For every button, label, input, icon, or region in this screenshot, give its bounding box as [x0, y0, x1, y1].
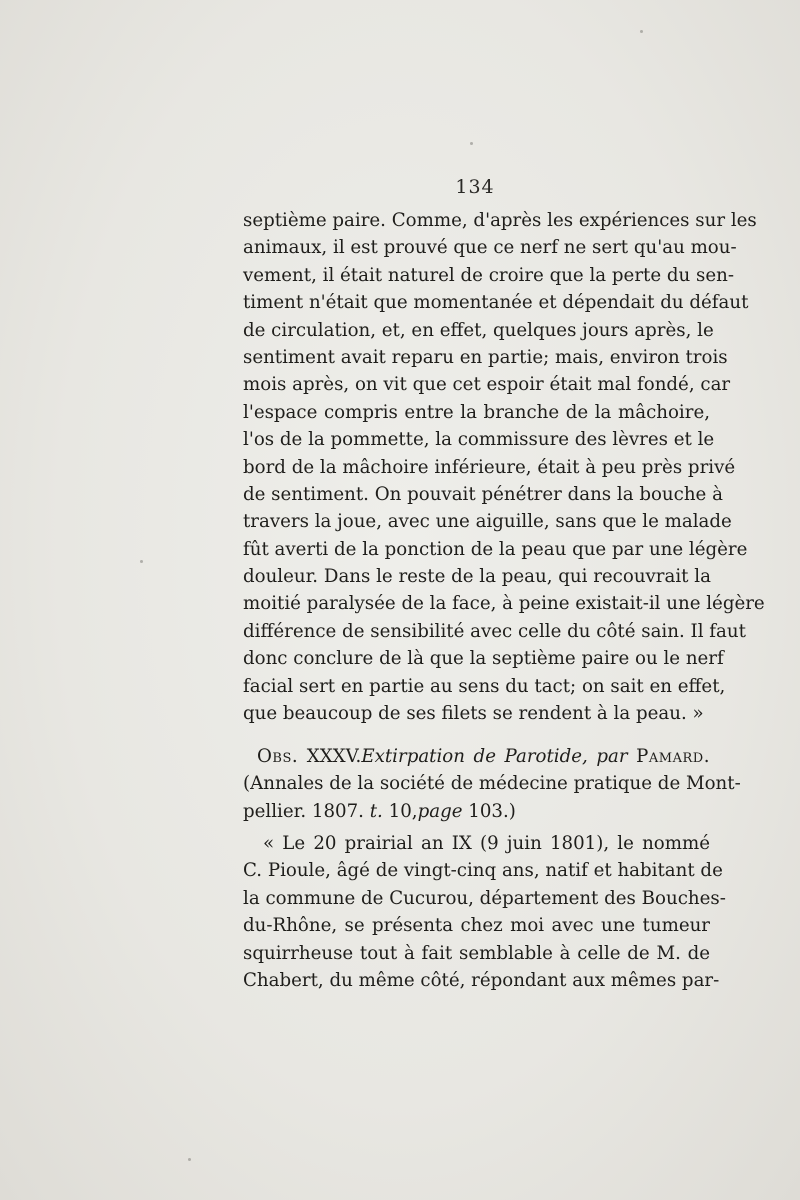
- paper-speck: [140, 560, 143, 563]
- text-line: vement, il était naturel de croire que la perte du sen-: [243, 264, 734, 286]
- observation-source-line-end: [243, 798, 710, 825]
- observation-source-line: (Annales de la société de médecine pratique de Mont-: [243, 773, 741, 795]
- text-line: la commune de Cucurou, département des Bouches-: [243, 887, 726, 909]
- text-line: travers la joue, avec une aiguille, sans que le malade: [243, 511, 732, 533]
- text-line: de circulation, et, en effet, quelques jours après, le: [243, 319, 714, 341]
- paper-speck: [640, 30, 643, 33]
- text-line: que beaucoup de ses filets se rendent à la peau. »: [243, 703, 704, 725]
- observation-title-line: Obs. XXXV.Extirpation de Parotide, par Pamard.: [257, 746, 710, 767]
- text-line: animaux, il est prouvé que ce nerf ne sert qu'au mou-: [243, 237, 737, 259]
- observation-heading: [243, 743, 741, 825]
- text-line: du-Rhône, se présenta chez moi avec une tumeur: [243, 915, 710, 937]
- paragraph-observation: [243, 830, 726, 994]
- text-line: fût averti de la ponction de la peau que par une légère: [243, 538, 748, 560]
- obs-title-italic: Extirpation de Parotide, par: [361, 746, 628, 767]
- page-number: 134: [455, 176, 495, 198]
- text-line: bord de la mâchoire inférieure, était à peu près privé: [243, 456, 736, 478]
- text-line: squirrheuse tout à fait semblable à celle de M. de: [243, 942, 710, 964]
- text-line: moitié paralysée de la face, à peine existait-il une légère: [243, 593, 765, 615]
- text-line: sentiment avait reparu en partie; mais, environ trois: [243, 346, 728, 368]
- text-line: de sentiment. On pouvait pénétrer dans la bouche à: [243, 483, 723, 505]
- text-line: Chabert, du même côté, répondant aux mêmes par-: [243, 969, 720, 991]
- text-line: C. Pioule, âgé de vingt-cinq ans, natif et habitant de: [243, 860, 723, 882]
- obs-number: XXXV: [306, 746, 356, 767]
- text-line: « Le 20 prairial an IX (9 juin 1801), le nommé: [263, 833, 710, 854]
- obs-author: Pamard.: [636, 746, 710, 767]
- paper-speck: [470, 142, 473, 145]
- source-tome-abbr: t.: [369, 800, 383, 822]
- text-line: l'os de la pommette, la commissure des lèvres et le: [243, 429, 715, 451]
- paper-speck: [188, 1158, 191, 1161]
- text-line: facial sert en partie au sens du tact; on sait en effet,: [243, 675, 726, 697]
- obs-label: Obs.: [257, 746, 299, 767]
- paragraph-continued: [243, 207, 765, 727]
- text-line: différence de sensibilité avec celle du côté sain. Il faut: [243, 620, 746, 642]
- text-line: l'espace compris entre la branche de la mâchoire,: [243, 401, 710, 423]
- text-line: mois après, on vit que cet espoir était mal fondé, car: [243, 374, 731, 396]
- text-line: douleur. Dans le reste de la peau, qui recouvrait la: [243, 566, 711, 588]
- source-page-number: 103.): [468, 800, 516, 822]
- text-line: donc conclure de là que la septième paire ou le nerf: [243, 648, 724, 670]
- text-line: timent n'était que momentanée et dépendait du défaut: [243, 292, 749, 314]
- source-page-word: page: [417, 800, 463, 822]
- source-place-year: pellier. 1807.: [243, 800, 364, 822]
- text-line: septième paire. Comme, d'après les expériences sur les: [243, 210, 757, 231]
- source-tome-number: 10,: [388, 800, 418, 822]
